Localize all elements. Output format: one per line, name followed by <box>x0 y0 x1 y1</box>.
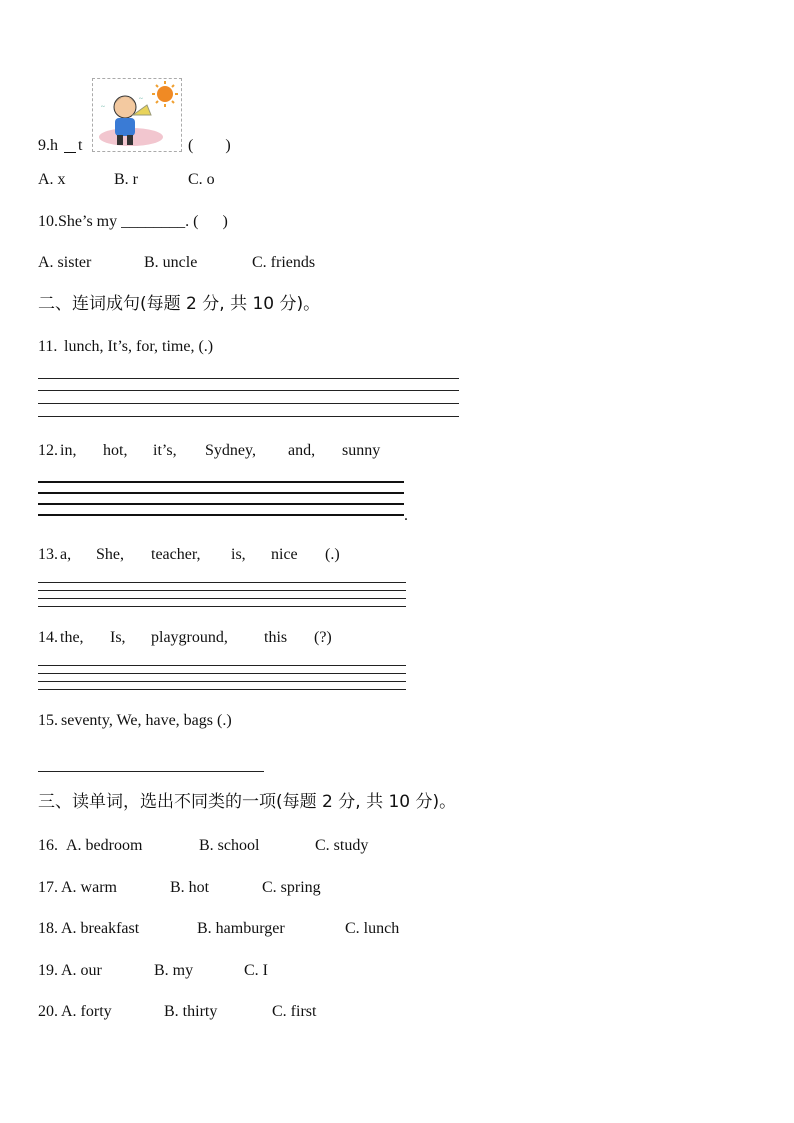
item-12-period: . <box>404 507 408 524</box>
svg-text:~: ~ <box>101 103 105 111</box>
item-18-option-b: B. hamburger <box>197 920 285 937</box>
item-13-number: 13. <box>38 546 58 563</box>
answer-line[interactable] <box>38 598 406 599</box>
answer-line[interactable] <box>38 590 406 591</box>
answer-line[interactable] <box>38 481 404 483</box>
q9-blank <box>64 152 76 153</box>
item-16-option-a: A. bedroom <box>66 837 143 854</box>
word: nice <box>271 546 298 563</box>
item-15-number: 15. <box>38 712 58 729</box>
answer-line[interactable] <box>38 582 406 583</box>
item-16-option-b: B. school <box>199 837 260 854</box>
q9-prefix: 9.h <box>38 137 58 154</box>
item-12-number: 12. <box>38 442 58 459</box>
sun-icon <box>152 81 178 107</box>
word: She, <box>96 546 124 563</box>
answer-line[interactable] <box>38 771 264 772</box>
answer-line[interactable] <box>38 492 404 494</box>
word: is, <box>231 546 246 563</box>
q9-option-c: C. o <box>188 171 215 188</box>
answer-line[interactable] <box>38 673 406 674</box>
answer-line[interactable] <box>38 378 459 379</box>
word: Is, <box>110 629 126 646</box>
q10-option-c: C. friends <box>252 254 316 271</box>
item-20-option-c: C. first <box>272 1003 317 1020</box>
item-14-number: 14. <box>38 629 58 646</box>
item-20-number: 20. <box>38 1003 58 1020</box>
word: teacher, <box>151 546 201 563</box>
item-20-option-b: B. thirty <box>164 1003 218 1020</box>
item-18-number: 18. <box>38 920 58 937</box>
item-18-option-a: A. breakfast <box>61 920 140 937</box>
answer-line[interactable] <box>38 416 459 417</box>
item-19-option-c: C. I <box>244 962 268 979</box>
item-17-option-a: A. warm <box>61 879 117 896</box>
answer-line[interactable] <box>38 665 406 666</box>
word: Sydney, <box>205 442 256 459</box>
q10-option-b: B. uncle <box>144 254 198 271</box>
item-19-option-a: A. our <box>61 962 102 979</box>
word: playground, <box>151 629 228 646</box>
item-17-number: 17. <box>38 879 58 896</box>
svg-text:~: ~ <box>139 95 143 103</box>
word: (.) <box>325 546 340 563</box>
item-18-option-c: C. lunch <box>345 920 400 937</box>
answer-line[interactable] <box>38 681 406 682</box>
word: and, <box>288 442 316 459</box>
answer-line[interactable] <box>38 689 406 690</box>
q9-suffix: t <box>78 137 83 154</box>
word: (?) <box>314 629 332 646</box>
word: hot, <box>103 442 128 459</box>
section-3-heading: 三、读单词，选出不同类的一项(每题 2 分, 共 10 分)。 <box>38 792 457 812</box>
word: in, <box>60 442 77 459</box>
item-16-option-c: C. study <box>315 837 369 854</box>
item-11-number: 11. <box>38 338 58 355</box>
answer-line[interactable] <box>38 503 404 505</box>
q9-answer-paren: ( ) <box>188 137 231 154</box>
item-15-words: seventy, We, have, bags (.) <box>61 712 232 729</box>
word: the, <box>60 629 84 646</box>
item-16-number: 16. <box>38 837 58 854</box>
hot-weather-illustration <box>92 78 182 152</box>
word: it’s, <box>153 442 177 459</box>
answer-line[interactable] <box>38 606 406 607</box>
word: sunny <box>342 442 381 459</box>
item-17-option-b: B. hot <box>170 879 210 896</box>
item-19-option-b: B. my <box>154 962 194 979</box>
q9-option-b: B. r <box>114 171 138 188</box>
answer-line[interactable] <box>38 390 459 391</box>
item-20-option-a: A. forty <box>61 1003 112 1020</box>
word: this <box>264 629 288 646</box>
item-17-option-c: C. spring <box>262 879 321 896</box>
section-2-heading: 二、连词成句(每题 2 分, 共 10 分)。 <box>38 294 321 314</box>
word: a, <box>60 546 72 563</box>
answer-line[interactable] <box>38 403 459 404</box>
item-19-number: 19. <box>38 962 58 979</box>
q9-option-a: A. x <box>38 171 66 188</box>
q10-text: 10.She’s my ________. ( ) <box>38 213 228 230</box>
item-11-words: lunch, It’s, for, time, (.) <box>64 338 214 355</box>
answer-line[interactable] <box>38 514 404 516</box>
q10-option-a: A. sister <box>38 254 92 271</box>
